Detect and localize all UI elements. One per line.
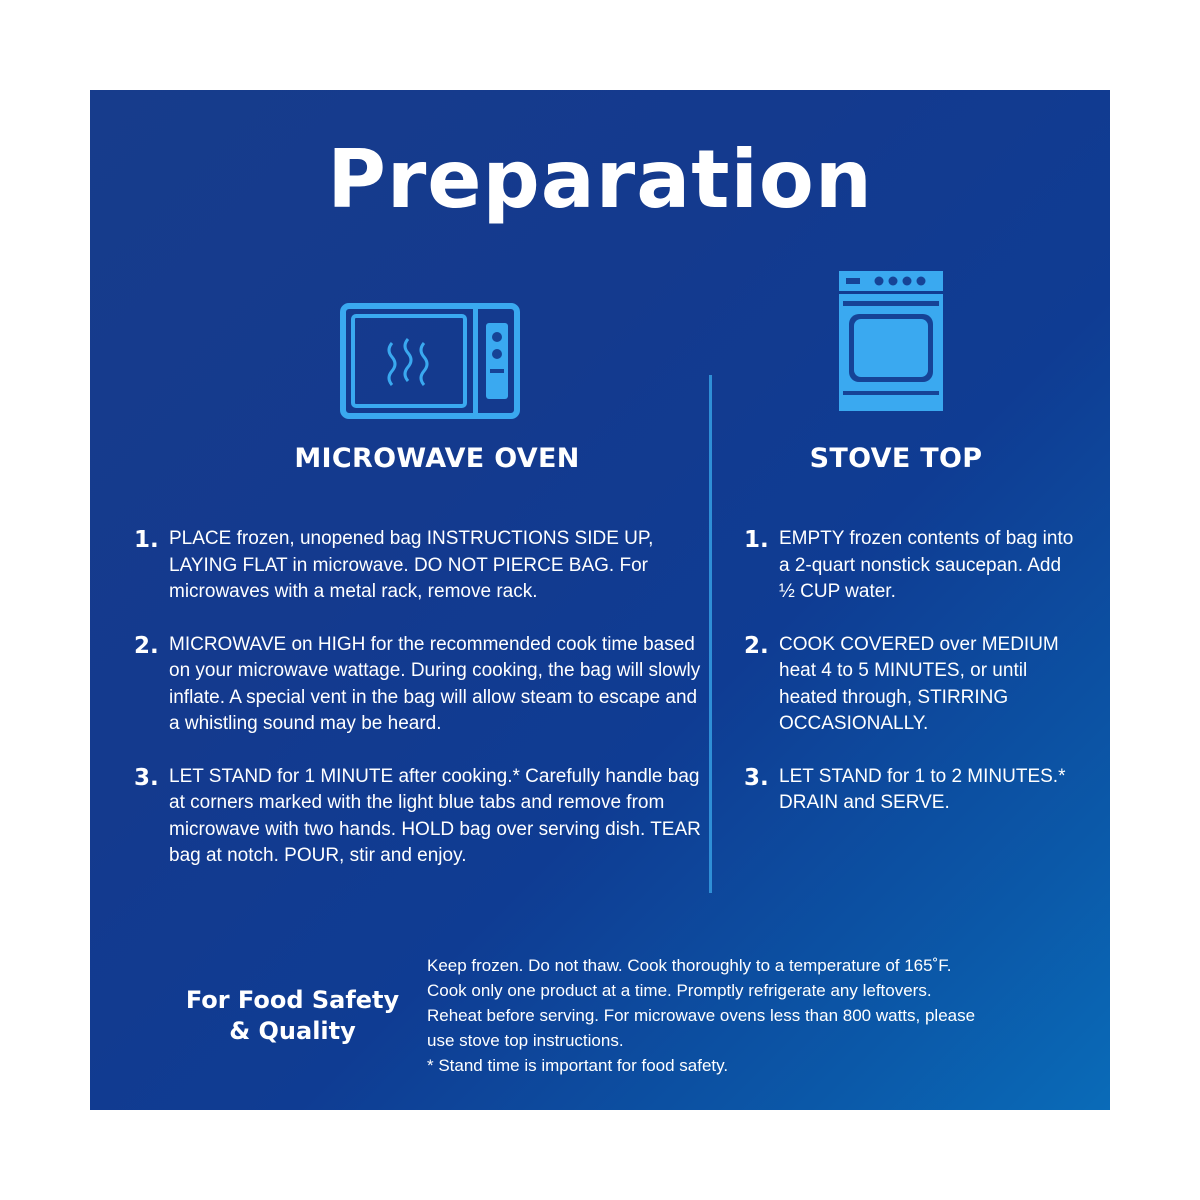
step-number: 2.: [744, 632, 769, 659]
microwave-icon: [340, 303, 520, 419]
step-text: LET STAND for 1 MINUTE after cooking.* Carefully handle bag at corners marked with the light blue tabs and remove from microwave with two hands. HOLD bag over serving dish. TEAR bag at notch. POUR, stir and enjoy.: [169, 765, 701, 866]
preparation-panel: [90, 90, 1110, 1110]
microwave-step: [134, 764, 704, 870]
food-safety-line: Reheat before serving. For microwave ovens less than 800 watts, please: [427, 1006, 976, 1025]
food-safety-title: [185, 985, 400, 1047]
microwave-heading: MICROWAVE OVEN: [294, 443, 580, 474]
step-number: 2.: [134, 632, 159, 659]
food-safety-title-line: & Quality: [229, 1017, 356, 1045]
stove-steps: [744, 526, 1074, 843]
stove-oven-icon: [837, 269, 945, 413]
food-safety-text: [427, 953, 1067, 1078]
stove-step: [744, 632, 1074, 738]
step-text: MICROWAVE on HIGH for the recommended cook time based on your microwave wattage. During cooking, the bag will slowly inflate. A special vent in the bag will allow steam to escape and a whistling sound may be heard.: [169, 633, 701, 734]
step-text: PLACE frozen, unopened bag INSTRUCTIONS SIDE UP, LAYING FLAT in microwave. DO NOT PIERCE BAG. For microwaves with a metal rack, remove rack.: [169, 528, 654, 602]
food-safety-line: Cook only one product at a time. Promptly refrigerate any leftovers.: [427, 981, 932, 1000]
microwave-steps: [134, 526, 704, 896]
food-safety-line: * Stand time is important for food safety.: [427, 1056, 729, 1075]
food-safety-line: use stove top instructions.: [427, 1031, 624, 1050]
step-text: EMPTY frozen contents of bag into a 2-quart nonstick saucepan. Add ½ CUP water.: [779, 528, 1074, 602]
food-safety-title-line: For Food Safety: [185, 986, 400, 1014]
step-number: 3.: [744, 764, 769, 791]
step-text: LET STAND for 1 to 2 MINUTES.* DRAIN and SERVE.: [779, 765, 1066, 813]
stove-step: [744, 526, 1074, 606]
step-number: 1.: [134, 527, 159, 553]
step-number: 1.: [744, 527, 769, 553]
column-divider: [709, 375, 712, 893]
step-text: COOK COVERED over MEDIUM heat 4 to 5 MINUTES, or until heated through, STIRRING OCCASIONALLY.: [779, 633, 1059, 734]
food-safety-line: Keep frozen. Do not thaw. Cook thoroughly to a temperature of 165˚F.: [427, 956, 952, 975]
step-number: 3.: [134, 764, 159, 791]
microwave-step: [134, 632, 704, 738]
microwave-step: [134, 526, 704, 606]
stove-step: [744, 764, 1074, 817]
stove-heading: STOVE TOP: [809, 443, 983, 474]
page-title: Preparation: [327, 133, 873, 226]
